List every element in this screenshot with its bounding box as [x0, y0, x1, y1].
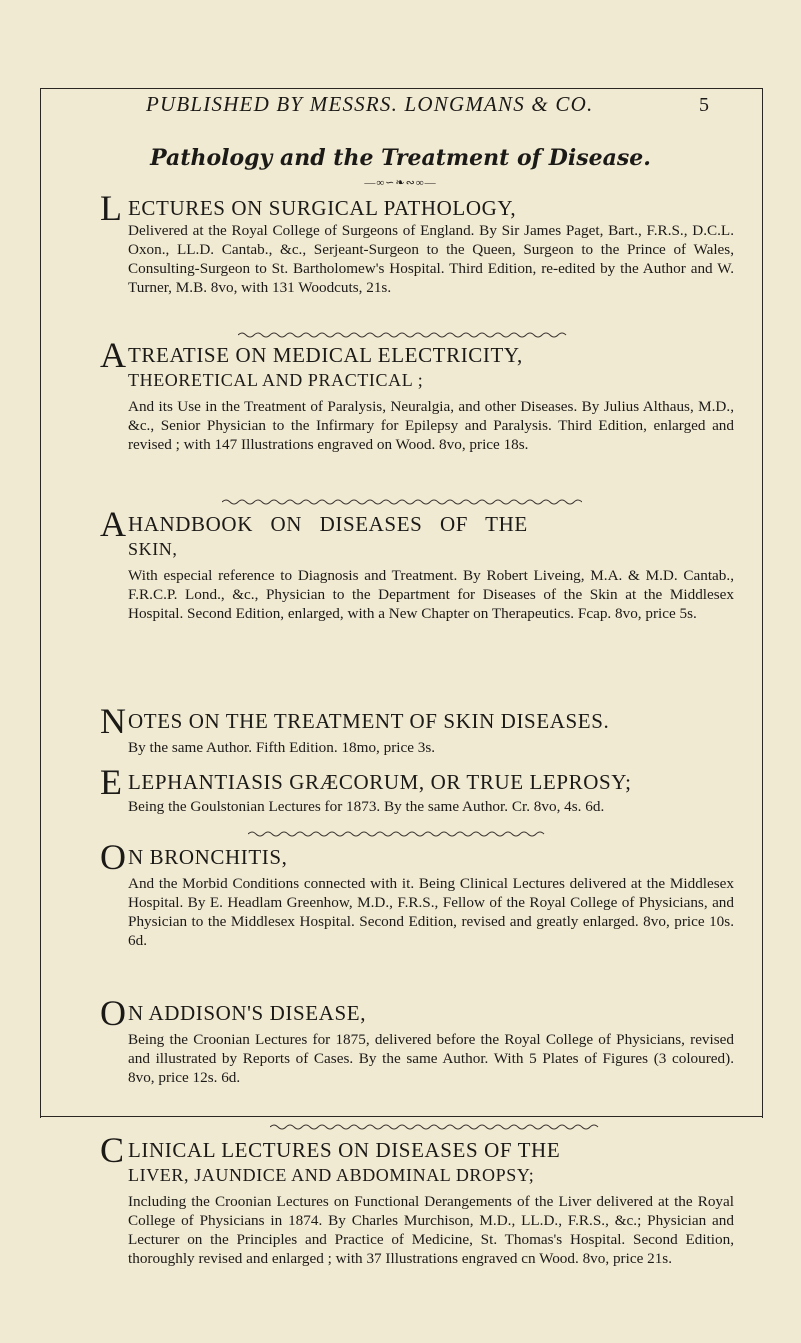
spacer: [352, 1000, 354, 1008]
entry-description: And its Use in the Treatment of Paralysis, Neuralgia, and other Diseases. By Julius Althaus, M.D., &c., Senior Physician to the Infirmary for Epilepsy and Paralysis. Third Edition, enlarged and revised ; with 147 Illustrations engraved on Wood. 8vo, price 18s.: [128, 398, 734, 453]
entry-description: And the Morbid Conditions connected with it. Being Clinical Lectures delivered at the Middlesex Hospital. By E. Headlam Greenhow, M.D., F.R.S., Fellow of the Royal College of Physicians, and Physician to the Middlesex Hospital. Second Edition, revised and greatly enlarged. 8vo, price 10s. 6d.: [128, 875, 734, 949]
drop-capital: O: [100, 837, 126, 877]
header-rule: [40, 88, 763, 89]
wavy-divider: [238, 331, 568, 339]
entry-heading: OTES ON THE TREATMENT OF SKIN DISEASES.: [128, 709, 610, 733]
left-page-edge: [40, 88, 41, 1118]
drop-capital: E: [100, 762, 122, 802]
entry-addisons-disease: [100, 993, 734, 1087]
entry-heading: TREATISE ON MEDICAL ELECTRICITY,: [128, 343, 523, 367]
entry-subheading: LIVER, JAUNDICE AND ABDOMINAL DROPSY;: [128, 1165, 535, 1185]
drop-capital: A: [100, 335, 126, 375]
entry-subheading: THEORETICAL AND PRACTICAL ;: [128, 370, 424, 390]
entry-heading: N BRONCHITIS,: [128, 845, 288, 869]
drop-capital: N: [100, 701, 126, 741]
right-page-edge: [762, 88, 763, 1118]
wavy-divider: [222, 498, 582, 506]
bottom-rule: [40, 1116, 763, 1117]
running-head: PUBLISHED BY MESSRS. LONGMANS & CO.: [146, 92, 594, 116]
entry-skin-treatment-notes: [100, 701, 734, 757]
drop-capital: A: [100, 504, 126, 544]
entry-elephantiasis: [100, 762, 734, 816]
entry-surgical-pathology: [100, 188, 734, 297]
entry-description: Delivered at the Royal College of Surgeons of England. By Sir James Paget, Bart., F.R.S., D.C.L. Oxon., LL.D. Cantab., &c., Serjeant-Surgeon to the Queen, Surgeon to the Prince of Wales, Consulting-Surgeon to St. Bartholomew's Hospital. Third Edition, re-edited by the Author and W. Turner, M.B. 8vo, with 131 Woodcuts, 21s.: [128, 222, 734, 296]
entry-description: By the same Author. Fifth Edition. 18mo, price 3s.: [128, 739, 436, 756]
entry-diseases-of-liver: [100, 1130, 734, 1268]
entry-heading: LINICAL LECTURES ON DISEASES OF THE: [128, 1138, 561, 1162]
entry-medical-electricity: [100, 335, 734, 454]
entry-description: With especial reference to Diagnosis and Treatment. By Robert Liveing, M.A. & M.D. Cantab., F.R.C.P. Lond., &c., Physician to the Department for Diseases of the Skin at the Middlesex Hospital. Second Edition, enlarged, with a New Chapter on Therapeutics. Fcap. 8vo, price 5s.: [128, 567, 734, 622]
page-number: 5: [699, 94, 709, 116]
entry-description: Including the Croonian Lectures on Functional Derangements of the Liver delivered at the Royal College of Physicians in 1874. By Charles Murchison, M.D., LL.D., F.R.S., &c.; Physician and Lecturer on the Principles and Practice of Medicine, St. Thomas's Hospital. Second Edition, thoroughly revised and enlarged ; with 37 Illustrations engraved cn Wood. 8vo, price 21s.: [128, 1193, 734, 1267]
entry-bronchitis: [100, 837, 734, 950]
entry-heading: LEPHANTIASIS GRÆCORUM, OR TRUE LEPROSY;: [128, 770, 632, 794]
drop-capital: L: [100, 188, 122, 228]
entry-description: Being the Croonian Lectures for 1875, delivered before the Royal College of Physicians, revised and illustrated by Reports of Cases. By the same Author. With 5 Plates of Figures (3 coloured). 8vo, price 12s. 6d.: [128, 1031, 734, 1086]
entry-heading: HANDBOOK ON DISEASES OF THE: [128, 512, 528, 536]
wavy-divider: [270, 1123, 600, 1131]
entry-description: Being the Goulstonian Lectures for 1873. By the same Author. Cr. 8vo, 4s. 6d.: [128, 798, 605, 815]
entry-heading: ECTURES ON SURGICAL PATHOLOGY,: [128, 196, 517, 220]
entry-diseases-of-skin: [100, 504, 734, 623]
drop-capital: C: [100, 1130, 125, 1170]
drop-capital: O: [100, 993, 126, 1033]
section-title: Pathology and the Treatment of Disease.: [150, 145, 651, 171]
flourish-ornament: —∞∽❧∾∞—: [364, 177, 437, 189]
wavy-divider: [248, 830, 548, 838]
entry-heading: N ADDISON'S DISEASE,: [128, 1001, 367, 1025]
entry-subheading: SKIN,: [128, 539, 178, 559]
